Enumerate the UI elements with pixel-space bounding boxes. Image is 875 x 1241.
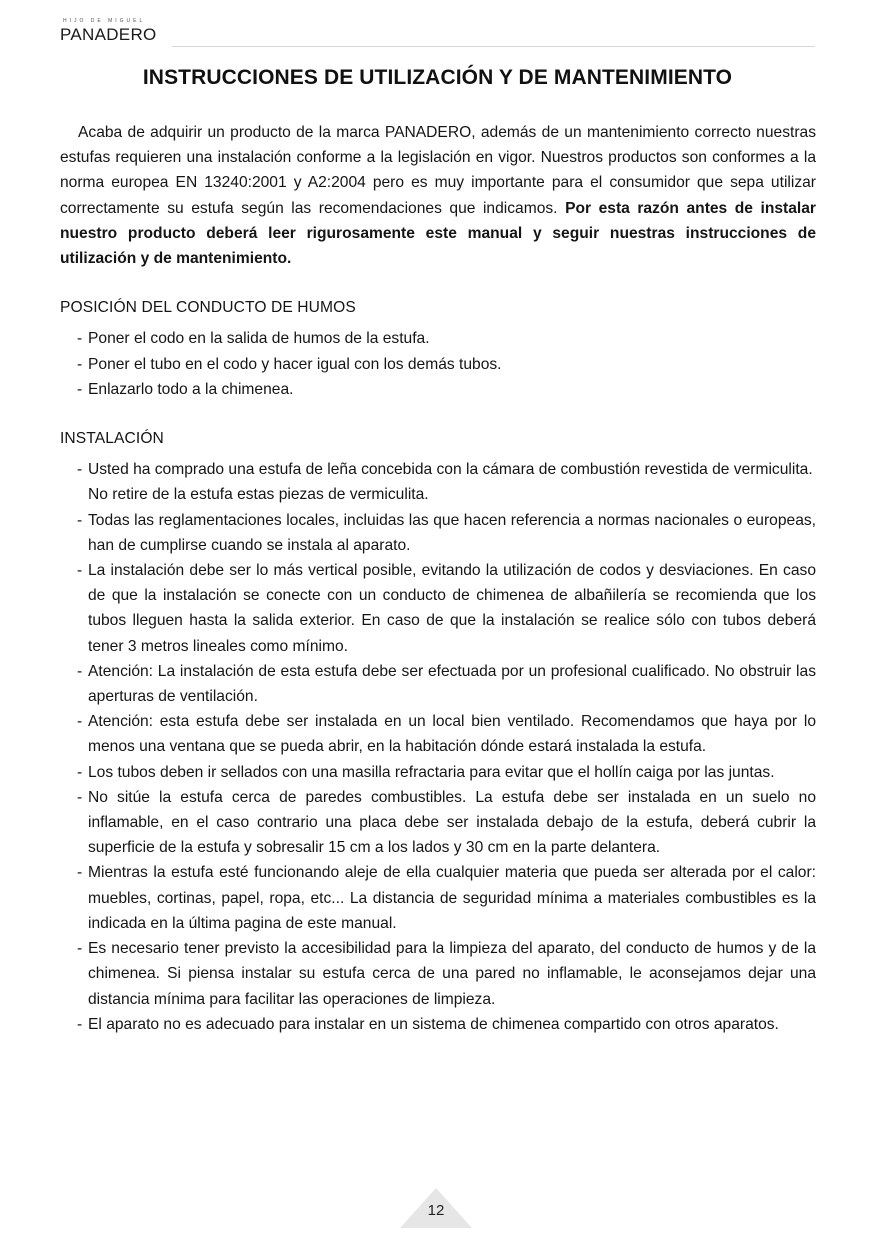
dash-bullet: - [77,1015,83,1033]
list-item-text: Es necesario tener previsto la accesibilidad para la limpieza del aparato, del conducto de humos y de la chimenea. Si piensa instalar su estufa cerca de una pared no inflamable, le aconsejamos dejar una distancia mínima para facilitar las operaciones de limpieza. [88,940,816,1008]
dash-bullet: - [77,511,83,529]
list-item-text: El aparato no es adecuado para instalar en un sistema de chimenea compartido con otros aparatos. [88,1015,779,1033]
brand-logo [60,18,170,48]
list-item-text: Atención: La instalación de esta estufa debe ser efectuada por un profesional cualificado. No obstruir las aperturas de ventilación. [88,662,816,706]
list-item [60,457,816,507]
list-item [60,326,816,351]
list-item-text: Mientras la estufa esté funcionando aleje de ella cualquier materia que pueda ser alterada por el calor: muebles, cortinas, papel, ropa, etc... La distancia de seguridad mínima a materiales combustibles es la indicada en la última pagina de este manual. [88,864,816,932]
dash-bullet: - [77,788,83,806]
list-item [60,377,816,402]
intro-text: Acaba de adquirir un producto de la marca PANADERO, además de un mantenimiento correcto nuestras estufas requieren una instalación conforme a la legislación en vigor. Nuestros productos son conformes a la norma europea EN 13240:2001 y A2:2004 pero es muy importante para el consumidor que sepa utilizar correctamente su estufa según las recomendaciones que indicamos. [60,124,816,217]
dash-bullet: - [77,763,83,781]
dash-bullet: - [77,355,83,373]
list-item [60,860,816,936]
dash-bullet: - [77,330,83,348]
list-item-text: Todas las reglamentaciones locales, incluidas las que hacen referencia a normas nacionales o europeas, han de cumplirse cuando se instala al aparato. [88,511,816,554]
list-item-text: Poner el tubo en el codo y hacer igual con los demás tubos. [88,355,502,373]
logo-brand: PANADERO [60,25,157,44]
list-item [60,659,816,709]
page-content [60,120,816,1037]
logo-tagline: HIJO DE MIGUEL [63,18,146,24]
dash-bullet: - [77,461,83,479]
flue-position-list [60,326,816,402]
section-title-flue-position: POSICIÓN DEL CONDUCTO DE HUMOS [60,299,356,317]
dash-bullet: - [77,662,83,680]
list-item [60,709,816,759]
list-item [60,1012,816,1037]
dash-bullet: - [77,380,83,398]
page-number-tab [400,1188,472,1228]
list-item [60,785,816,861]
dash-bullet: - [77,562,83,580]
section-title-installation: INSTALACIÓN [60,430,164,448]
list-item [60,558,816,659]
dash-bullet: - [77,713,83,731]
list-item-text: No sitúe la estufa cerca de paredes combustibles. La estufa debe ser instalada en un suelo no inflamable, en el caso contrario una placa debe ser instalada debajo de la estufa, deberá cubrir la superficie de la estufa y sobresalir 15 cm a los lados y 30 cm en la parte delantera. [88,788,816,857]
list-item [60,760,816,785]
list-item-text: Usted ha comprado una estufa de leña concebida con la cámara de combustión revestida de vermiculita. [88,461,813,479]
list-item-text: Enlazarlo todo a la chimenea. [88,380,294,398]
list-item [60,352,816,377]
intro-bold-text: Por esta razón antes de instalar nuestro producto deberá leer rigurosamente este manual y seguir nuestras instrucciones de utilización y de mantenimiento. [60,199,816,268]
list-item-text: La instalación debe ser lo más vertical posible, evitando la utilización de codos y desviaciones. En caso de que la instalación se conecte con un conducto de chimenea de albañilería se recomienda que los tubos lleguen hasta la salida exterior. En caso de que la instalación se realice sólo con tubos deberá tener 3 metros lineales como mínimo. [88,562,816,655]
list-item [60,508,816,558]
list-item-text: Atención: esta estufa debe ser instalada en un local bien ventilado. Recomendamos que haya por lo menos una ventana que se pueda abrir, en la habitación dónde estará instalada la estufa. [88,713,816,756]
page-number: 12 [427,1202,445,1219]
header-divider [172,46,815,47]
list-item-text: Poner el codo en la salida de humos de la estufa. [88,330,430,348]
intro-paragraph [60,120,816,271]
list-item-text: Los tubos deben ir sellados con una masilla refractaria para evitar que el hollín caiga por las juntas. [88,763,775,781]
dash-bullet: - [77,864,83,882]
list-item-subparagraph: No retire de la estufa estas piezas de vermiculita. [88,486,429,504]
list-item [60,936,816,1012]
dash-bullet: - [77,940,83,958]
installation-list [60,457,816,1037]
page-title: INSTRUCCIONES DE UTILIZACIÓN Y DE MANTENIMIENTO [142,66,733,89]
